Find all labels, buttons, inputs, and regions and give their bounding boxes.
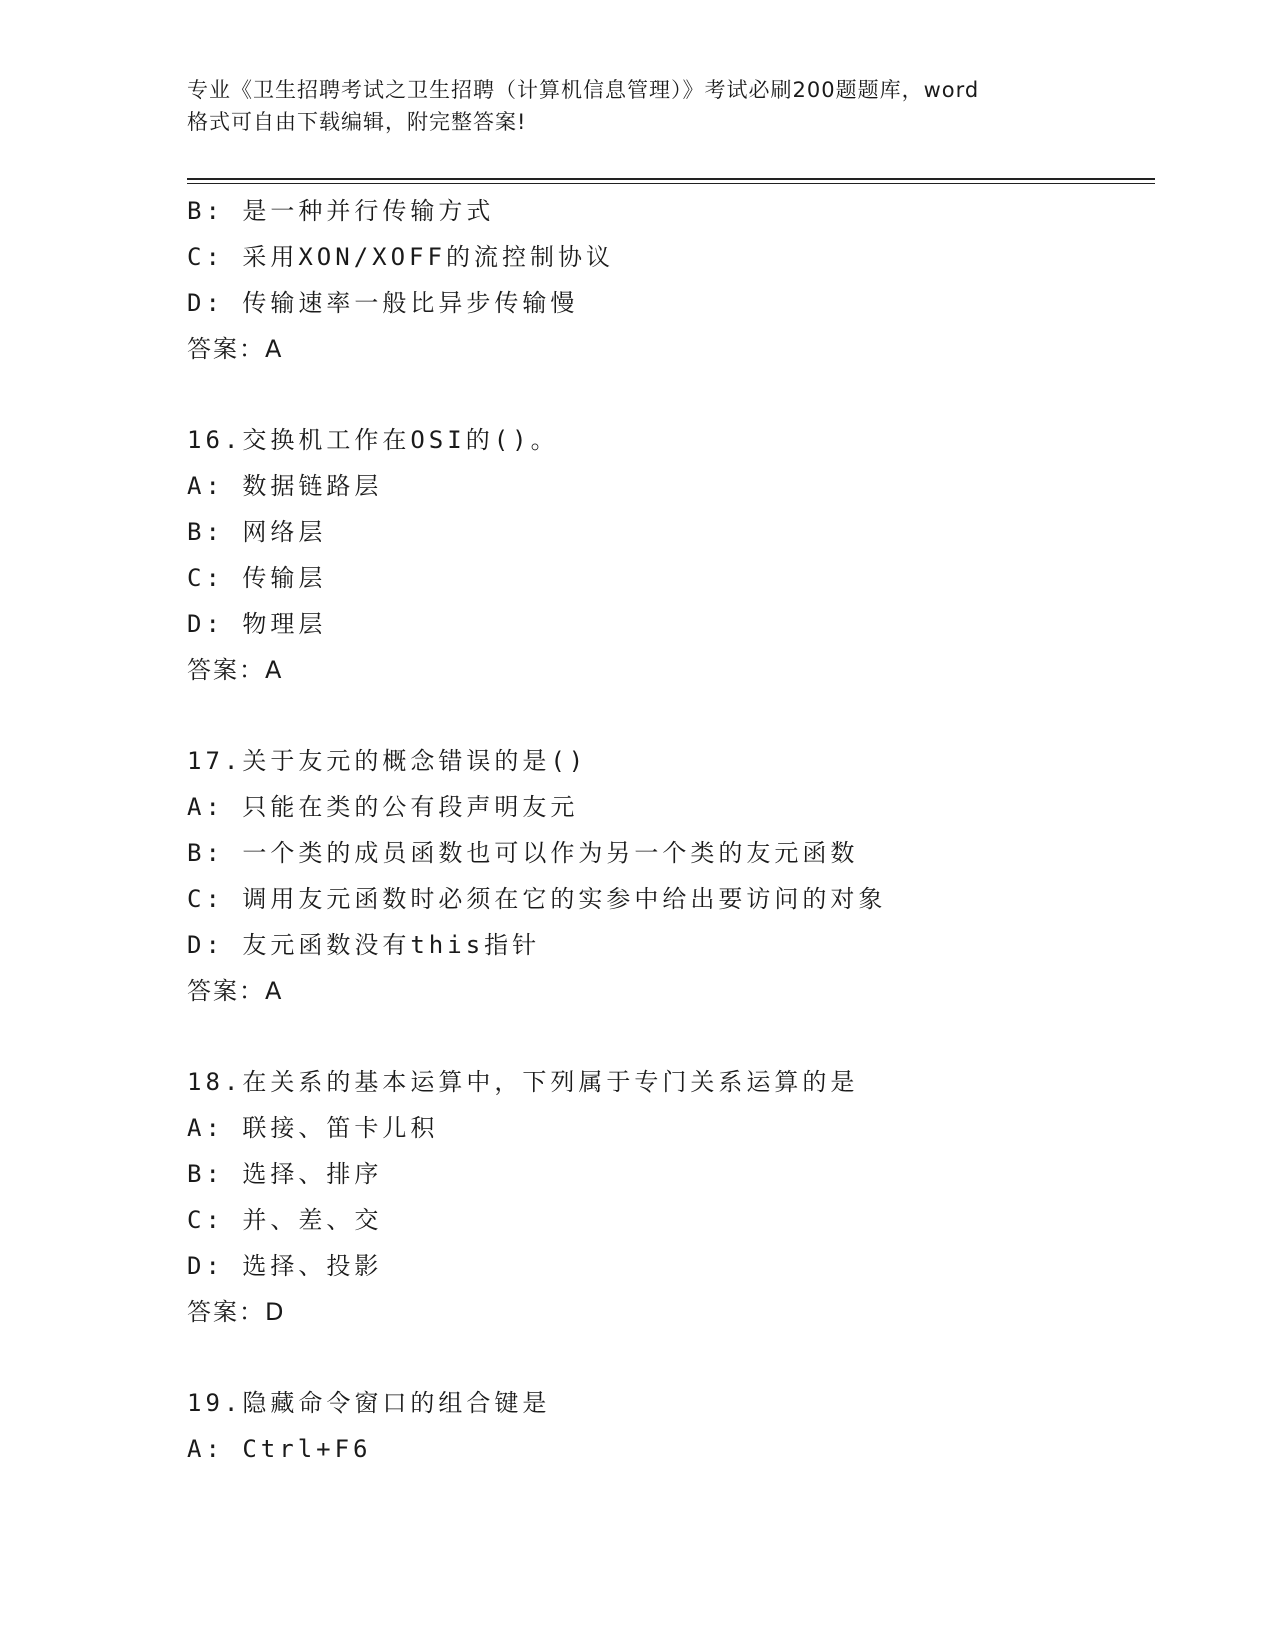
question-text: 19.隐藏命令窗口的组合键是 <box>187 1389 551 1417</box>
option-a: A: 只能在类的公有段声明友元 <box>187 793 579 821</box>
option-a: A: 数据链路层 <box>187 472 383 500</box>
option-c: C: 调用友元函数时必须在它的实参中给出要访问的对象 <box>187 885 887 913</box>
header-line-1: 专业《卫生招聘考试之卫生招聘（计算机信息管理）》考试必刷200题题库，word <box>187 78 980 102</box>
question-block <box>187 417 1147 693</box>
option-c: C: 并、差、交 <box>187 1206 383 1234</box>
header-line-2: 格式可自由下载编辑，附完整答案! <box>187 110 527 134</box>
document-header <box>187 74 1087 138</box>
option-b: B: 一个类的成员函数也可以作为另一个类的友元函数 <box>187 839 859 867</box>
question-block <box>187 188 1147 372</box>
answer-line: 答案：D <box>187 1298 286 1326</box>
question-list <box>187 188 1147 1472</box>
option-d: D: 物理层 <box>187 610 327 638</box>
question-text: 16.交换机工作在OSI的()。 <box>187 426 559 454</box>
question-text: 17.关于友元的概念错误的是() <box>187 747 588 775</box>
answer-line: 答案：A <box>187 335 284 363</box>
option-a: A: 联接、笛卡儿积 <box>187 1114 439 1142</box>
question-text: 18.在关系的基本运算中，下列属于专门关系运算的是 <box>187 1068 859 1096</box>
option-a: A: Ctrl+F6 <box>187 1435 372 1463</box>
question-block <box>187 1380 1147 1472</box>
question-block <box>187 738 1147 1014</box>
option-d: D: 传输速率一般比异步传输慢 <box>187 289 579 317</box>
option-c: C: 采用XON/XOFF的流控制协议 <box>187 243 614 271</box>
option-b: B: 选择、排序 <box>187 1160 383 1188</box>
question-block <box>187 1059 1147 1335</box>
answer-line: 答案：A <box>187 977 284 1005</box>
option-d: D: 选择、投影 <box>187 1252 383 1280</box>
option-b: B: 是一种并行传输方式 <box>187 197 495 225</box>
header-divider <box>187 178 1155 184</box>
answer-line: 答案：A <box>187 656 284 684</box>
option-d: D: 友元函数没有this指针 <box>187 931 541 959</box>
option-c: C: 传输层 <box>187 564 327 592</box>
option-b: B: 网络层 <box>187 518 327 546</box>
